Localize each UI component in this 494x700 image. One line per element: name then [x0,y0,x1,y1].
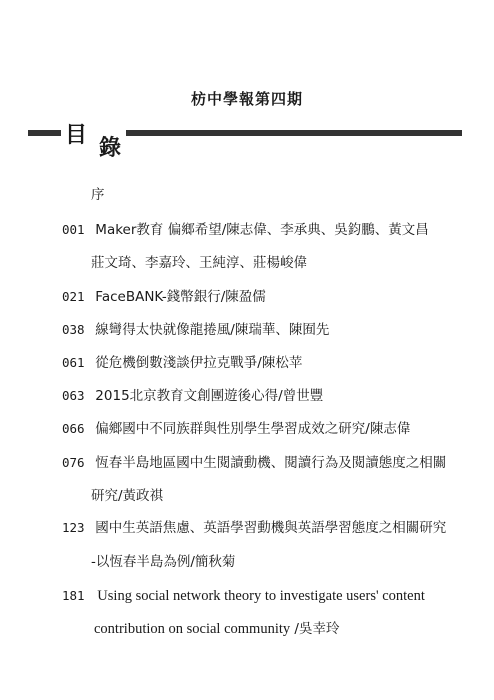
page-number: 076 [62,455,85,470]
entry-title-line2: contribution on social community [94,621,291,637]
toc-entry [62,587,474,605]
page-number: 181 [62,588,85,603]
toc-preface: 序 [91,187,105,203]
decorative-bar-left [28,130,61,136]
toc-entry [62,387,474,405]
entry-title: 從危機倒數淺談伊拉克戰爭/陳松苹 [95,355,303,371]
entry-title: Using social network theory to investigate users' content [97,588,425,604]
toc-entry [62,420,474,438]
toc-entry [62,288,474,306]
page-number: 123 [62,520,85,535]
entry-title-continued: -以恆春半島為例/簡秋菊 [91,554,236,570]
page-number: 061 [62,355,85,370]
toc-entry [62,221,474,239]
toc-entry [62,321,474,339]
page-number: 063 [62,388,85,403]
page-number: 021 [62,289,85,304]
toc-entry [62,354,474,372]
entry-title: 2015北京教育文創團遊後心得/曾世豐 [95,388,324,404]
entry-title: 恆春半島地區國中生閱讀動機、閱讀行為及閱讀態度之相關 [95,455,447,471]
entry-title-continued: 研究/黃政祺 [91,488,164,504]
journal-title: 枋中學報第四期 [190,90,303,108]
entry-author: /吳幸玲 [290,621,340,637]
entry-title: 線彎得太快就像龍捲風/陳瑞華、陳囿先 [95,322,330,338]
toc-entry [62,519,474,537]
page-number: 001 [62,222,85,237]
page-number: 066 [62,421,85,436]
decorative-bar-right [126,130,462,136]
entry-title-continued [94,620,339,638]
entry-title-continued: 莊文琦、李嘉玲、王純淳、莊楊峻偉 [91,255,307,271]
toc-entry [62,454,474,472]
toc-heading-char2: 錄 [99,136,122,161]
page-number: 038 [62,322,85,337]
entry-title: 國中生英語焦慮、英語學習動機與英語學習態度之相關研究 [95,520,447,536]
toc-heading-char1: 目 [65,123,88,148]
entry-title: 偏鄉國中不同族群與性別學生學習成效之研究/陳志偉 [95,421,411,437]
entry-title: Maker教育 偏鄉希望/陳志偉、李承典、吳鈞鵬、黃文昌 [95,222,429,238]
entry-title: FaceBANK-錢幣銀行/陳盈儒 [95,289,266,305]
